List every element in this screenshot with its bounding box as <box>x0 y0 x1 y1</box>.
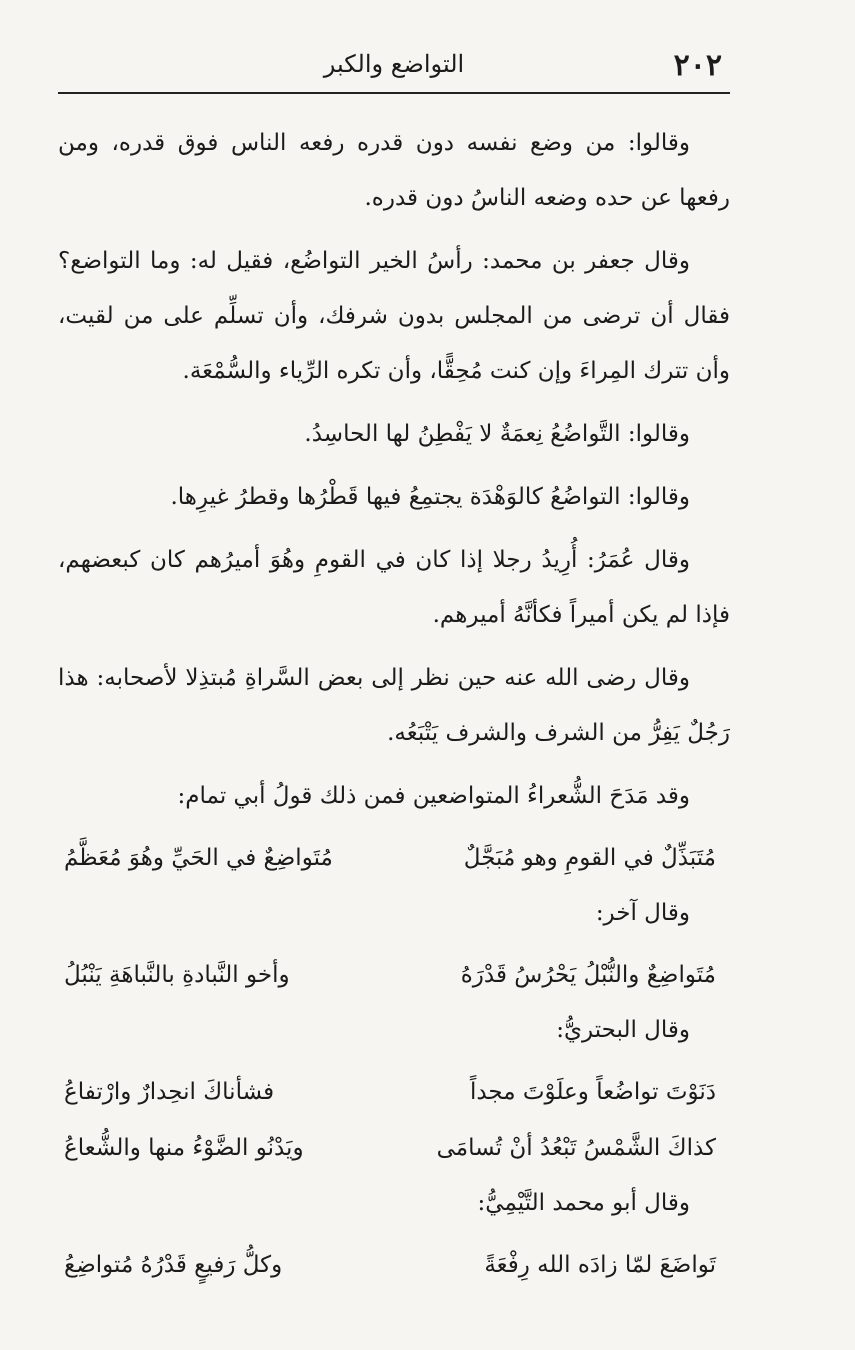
paragraph: وقال رضى الله عنه حين نظر إلى بعض السَّراةِ مُبتذِلا لأصحابه: هذا رَجُلٌ يَفِرُّ من الشرف والشرف يَتْبَعُه. <box>58 665 730 746</box>
verse-second-hemistich: فشأناكَ انحِدارٌ وارْتفاعُ <box>64 1079 275 1105</box>
paragraph: وقالوا: التواضُعُ كالوَهْدَة يجتمِعُ فيها قَطْرُها وقطرُ غيرِها. <box>170 484 690 510</box>
verse-intro: وقد مَدَحَ الشُّعراءُ المتواضعين فمن ذلك قولُ أبي تمام: <box>177 783 690 809</box>
verse-first-hemistich: كذاكَ الشَّمْسُ تَبْعُدُ أنْ تُسامَى <box>436 1135 716 1161</box>
paragraph: وقالوا: التَّواضُعُ نِعمَةٌ لا يَفْطِنُ لها الحاسِدُ. <box>304 421 690 447</box>
page-body <box>58 116 730 1293</box>
verse-first-hemistich: دَنَوْتَ تواضُعاً وعلَوْتَ مجداً <box>469 1079 716 1105</box>
verse-second-hemistich: ويَدْنُو الضَّوْءُ منها والشُّعاعُ <box>64 1135 304 1161</box>
page-number: ٢٠٢ <box>673 48 722 83</box>
verse-second-hemistich: مُتَواضِعٌ في الحَيِّ وهُوَ مُعَظَّمُ <box>64 845 333 871</box>
page-header <box>58 44 730 94</box>
verse-first-hemistich: مُتَواضِعٌ والنُّبْلُ يَحْرُسُ قَدْرَهُ <box>460 962 716 988</box>
verse-line <box>58 830 730 886</box>
verse-line <box>58 1237 730 1293</box>
paragraph: وقال جعفر بن محمد: رأسُ الخير التواضُع، فقيل له: وما التواضع؟ فقال أن ترضى من المجلس بدون شرفك، وأن تسلِّم على من لقيت، وأن تترك المِراءَ وإن كنت مُحِقًّا، وأن تكره الرِّياء والسُّمْعَة. <box>58 248 730 384</box>
verse-line <box>58 1120 730 1176</box>
verse-second-hemistich: وكلُّ رَفيعٍ قَدْرُهُ مُتواضِعُ <box>64 1252 283 1278</box>
running-title: التواضع والكبر <box>323 50 465 78</box>
verse-intro: وقال آخر: <box>595 900 690 926</box>
verse-line <box>58 947 730 1003</box>
verse-second-hemistich: وأخو النَّبادةِ بالنَّباهَةِ يَنْبُلُ <box>64 962 290 988</box>
verse-line <box>58 1064 730 1120</box>
verse-intro: وقال البحتريُّ: <box>556 1017 690 1043</box>
verse-first-hemistich: مُتَبَذِّلٌ في القومِ وهو مُبَجَّلٌ <box>463 845 716 871</box>
paragraph: وقال عُمَرُ: أُرِيدُ رجلا إذا كان في القومِ وهُوَ أميرُهم كان كبعضهم، فإذا لم يكن أميراً فكأنَّهُ أميرهم. <box>58 547 730 628</box>
verse-intro: وقال أبو محمد التَّيْمِيُّ: <box>477 1190 690 1216</box>
paragraph: وقالوا: من وضع نفسه دون قدره رفعه الناس فوق قدره، ومن رفعها عن حده وضعه الناسُ دون قدره. <box>58 130 730 211</box>
verse-first-hemistich: تَواضَعَ لمّا زادَه الله رِفْعَةً <box>484 1252 716 1278</box>
